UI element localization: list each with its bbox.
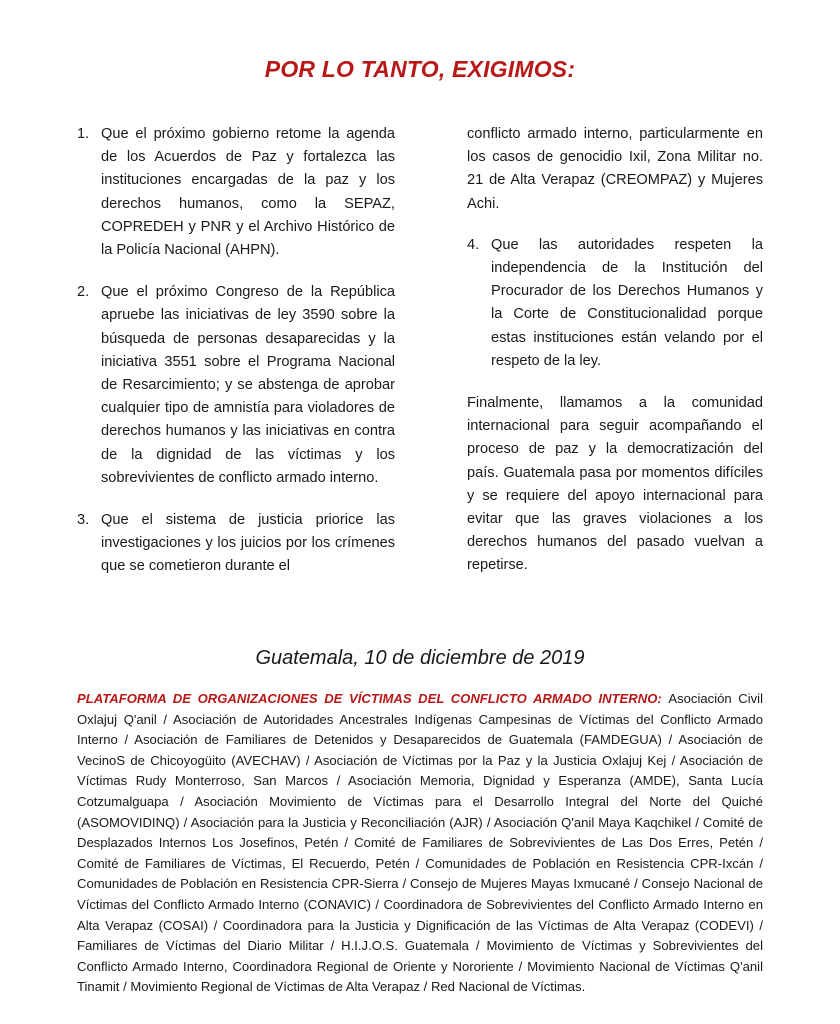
item-number: 1. — [77, 126, 90, 142]
item-text: Que el próximo gobierno retome la agenda de los Acuerdos de Paz y fortalezca las instituciones encargadas de la paz y los derechos humanos, como la SEPAZ, COPREDEH y PNR y el Archivo Histórico de la Policía Nacional (AHPN). — [101, 126, 395, 259]
item-text: Que las autoridades respeten la independencia de la Institución del Procurador de los Derechos Humanos y la Corte de Constitucionalidad porque estas instituciones están velando por el respeto de la ley. — [491, 236, 763, 369]
item-number: 2. — [77, 284, 90, 301]
item-number: 3. — [77, 512, 90, 529]
demand-item-3-continuation: conflicto armado interno, particularmente en los casos de genocidio Ixil, Zona Militar no. 21 de Alta Verapaz (CREOMPAZ) y Mujeres Achi. — [467, 126, 763, 212]
demand-item-4 — [467, 234, 763, 373]
platform-paragraph — [77, 689, 763, 998]
demand-item-3 — [77, 509, 395, 579]
closing-paragraph: Finalmente, llamamos a la comunidad internacional para seguir acompañando el proceso de paz y la democratización del país. Guatemala pasa por momentos difíciles y se requiere del apoyo internacional para evitar que las graves violaciones a los derechos humanos del pasado vuelvan a repetirse. — [467, 395, 763, 574]
item-text: Que el próximo Congreso de la República apruebe las iniciativas de ley 3590 sobre la búsqueda de personas desaparecidas y la iniciativa 3551 sobre el Programa Nacional de Resarcimiento; y se abstenga de aprobar cualquier tipo de amnistía para violadores de derechos humanos y las iniciativas en contra de la dignidad de las víctimas y los sobrevivientes de conflicto armado interno. — [101, 284, 395, 486]
right-column — [467, 123, 763, 578]
item-number: 4. — [467, 236, 480, 253]
page-title: POR LO TANTO, EXIGIMOS: — [264, 56, 576, 82]
item-text: Que el sistema de justicia priorice las investigaciones y los juicios por los crímenes que se cometieron durante el — [101, 512, 395, 575]
platform-members: Asociación Civil Oxlajuj Q'anil / Asociación de Autoridades Ancestrales Indígenas Campesinas de Víctimas del Conflicto Armado Interno / Asociación de Familiares de Detenidos y Desaparecidos de Guatemala (FAMDEGUA) / Asociación de VecinoS de Chicoyogüito (AVECHAV) / Asociación de Víctimas por la Paz y la Justicia Oxlajuj Kej / Asociación de Víctimas Rudy Monterroso, San Marcos / Asociación Memoria, Dignidad y Esperanza (AMDE), Santa Lucía Cotzumalguapa / Asociación Movimiento de Víctimas para el Desarrollo Integral del Norte del Quiché (ASOMOVIDINQ) / Asociación para la Justicia y Reconciliación (AJR) / Asociación Q'anil Maya Kaqchikel / Comité de Desplazados Internos Los Josefinos, Petén / Comité de Familiares de Sobrevivientes de Las Dos Erres, Petén / Comité de Familiares de Víctimas, El Recuerdo, Petén / Comunidades de Población en Resistencia CPR-Ixcán / Comunidades de Población en Resistencia CPR-Sierra / Consejo de Mujeres Mayas Ixmucané / Consejo Nacional de Víctimas del Conflicto Armado Interno (CONAVIC) / Coordinadora de Sobrevivientes del Conflicto Armado Interno en Alta Verapaz (COSAI) / Coordinadora para la Justicia y Dignificación de las Víctimas de Alta Verapaz (CODEVI) / Familiares de Víctimas del Diario Militar / H.I.J.O.S. Guatemala / Movimiento de Víctimas y Sobrevivientes del Conflicto Armado Interno, Coordinadora Regional de Oriente y Nororiente / Movimiento Nacional de Víctimas Q'anil Tinamit / Movimiento Regional de Víctimas de Alta Verapaz / Red Nacional de Víctimas. — [77, 691, 763, 995]
left-column — [77, 123, 395, 598]
date-line: Guatemala, 10 de diciembre de 2019 — [255, 647, 585, 669]
demand-item-1 — [77, 123, 395, 262]
platform-heading: PLATAFORMA DE ORGANIZACIONES DE VÍCTIMAS DEL CONFLICTO ARMADO INTERNO: — [77, 691, 669, 706]
demand-item-2 — [77, 281, 395, 490]
